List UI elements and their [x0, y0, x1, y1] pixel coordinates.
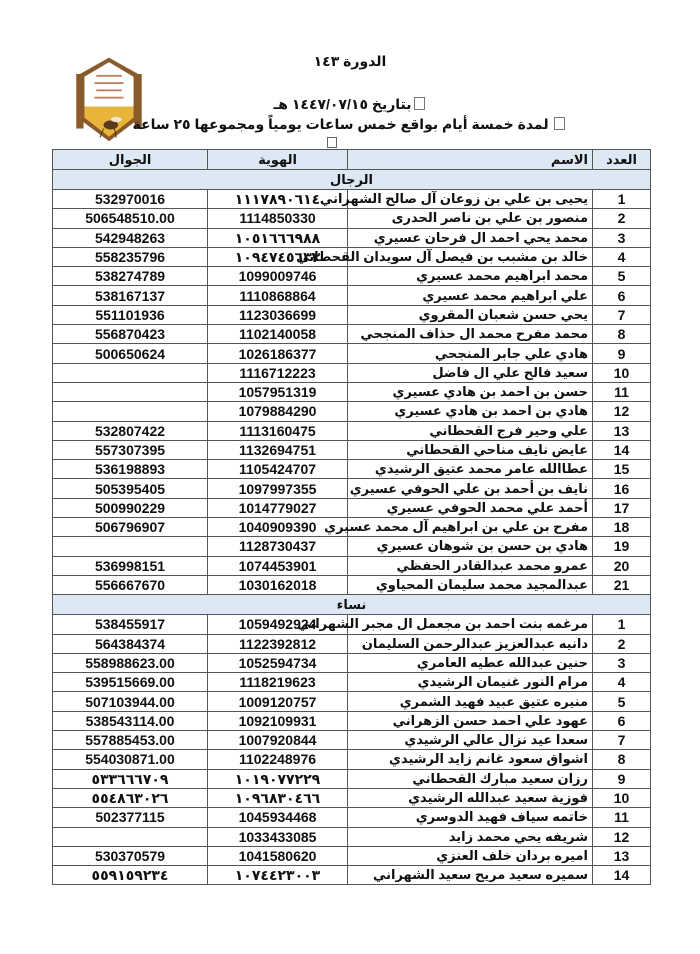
row-number: 9: [593, 769, 651, 788]
national-id: 1123036699: [208, 305, 348, 324]
column-header-number: العدد: [593, 150, 651, 170]
mobile-number: 500650624: [53, 344, 208, 363]
row-number: 3: [593, 228, 651, 247]
mobile-number: ٥٣٣٦٦٦٧٠٩: [53, 769, 208, 788]
table-row: [53, 402, 651, 421]
participant-name: حسن بن احمد بن هادي عسيري: [348, 382, 593, 401]
table-row: [53, 498, 651, 517]
mobile-number: 539515669.00: [53, 673, 208, 692]
mobile-number: 554030871.00: [53, 750, 208, 769]
mobile-number: 536198893: [53, 460, 208, 479]
table-row: [53, 575, 651, 594]
section-header-row: [53, 595, 651, 615]
participant-name: دانيه عبدالعزيز عبدالرحمن السليمان: [348, 634, 593, 653]
participant-name: اميره بردان خلف العنزي: [348, 846, 593, 865]
national-id: ١٠٩٦٨٣٠٤٦٦: [208, 788, 348, 807]
table-row: [53, 190, 651, 209]
table-row: [53, 711, 651, 730]
table-row: [53, 692, 651, 711]
row-number: 7: [593, 731, 651, 750]
table-body: [53, 170, 651, 885]
row-number: 19: [593, 537, 651, 556]
national-id: 1030162018: [208, 575, 348, 594]
mobile-number: 500990229: [53, 498, 208, 517]
table-row: [53, 615, 651, 634]
national-id: 1052594734: [208, 653, 348, 672]
mobile-number: 556870423: [53, 325, 208, 344]
row-number: 6: [593, 711, 651, 730]
participant-name: فوزية سعيد عبدالله الرشيدي: [348, 788, 593, 807]
mobile-number: 502377115: [53, 808, 208, 827]
table-row: [53, 788, 651, 807]
row-number: 11: [593, 382, 651, 401]
national-id: 1132694751: [208, 440, 348, 459]
column-header-id: الهوية: [208, 150, 348, 170]
row-number: 12: [593, 402, 651, 421]
mobile-number: 532970016: [53, 190, 208, 209]
participant-name: محمد مفرح محمد ال حذاف المنجحي: [348, 325, 593, 344]
national-id: 1045934468: [208, 808, 348, 827]
national-id: 1099009746: [208, 267, 348, 286]
table-row: [53, 209, 651, 228]
national-id: ١١١٧٨٩٠٦١٤: [208, 190, 348, 209]
row-number: 18: [593, 518, 651, 537]
national-id: 1118219623: [208, 673, 348, 692]
mobile-number: [53, 363, 208, 382]
national-id: 1102248976: [208, 750, 348, 769]
participant-name: هادي بن حسن بن شوهان عسيري: [348, 537, 593, 556]
table-row: [53, 228, 651, 247]
participant-name: حنين عبدالله عطيه العامري: [348, 653, 593, 672]
row-number: 2: [593, 209, 651, 228]
table-row: [53, 421, 651, 440]
mobile-number: [53, 382, 208, 401]
row-number: 21: [593, 575, 651, 594]
participant-name: محمد ابراهيم محمد عسيري: [348, 267, 593, 286]
table-row: [53, 731, 651, 750]
participant-name: عطاالله عامر محمد عتيق الرشيدي: [348, 460, 593, 479]
mobile-number: ٥٥٩١٥٩٢٣٤: [53, 866, 208, 885]
national-id: 1033433085: [208, 827, 348, 846]
mobile-number: 536998151: [53, 556, 208, 575]
row-number: 2: [593, 634, 651, 653]
table-row: [53, 460, 651, 479]
national-id: 1102140058: [208, 325, 348, 344]
participant-name: محمد يحي احمد ال فرحان عسيري: [348, 228, 593, 247]
mobile-number: 551101936: [53, 305, 208, 324]
mobile-number: 557885453.00: [53, 731, 208, 750]
row-number: 8: [593, 325, 651, 344]
table-row: [53, 305, 651, 324]
row-number: 10: [593, 363, 651, 382]
participant-name: يحي حسن شعبان المقروي: [348, 305, 593, 324]
table-row: [53, 363, 651, 382]
row-number: 4: [593, 247, 651, 266]
table-row: [53, 866, 651, 885]
table-row: [53, 518, 651, 537]
participant-name: عهود علي احمد حسن الزهراني: [348, 711, 593, 730]
table-row: [53, 750, 651, 769]
participant-name: خالد بن مشبب بن فيصل آل سويدان القحطاني: [348, 247, 593, 266]
mobile-number: ٥٥٤٨٦٣٠٢٦: [53, 788, 208, 807]
table-row: [53, 769, 651, 788]
participant-name: أحمد علي محمد الحوفي عسيري: [348, 498, 593, 517]
course-title: الدورة ١٤٣: [313, 53, 387, 69]
row-number: 11: [593, 808, 651, 827]
row-number: 17: [593, 498, 651, 517]
table-row: [53, 286, 651, 305]
table-row: [53, 634, 651, 653]
mobile-number: 558235796: [53, 247, 208, 266]
row-number: 5: [593, 267, 651, 286]
participant-name: منيره عتيق عبيد فهيد الشمري: [348, 692, 593, 711]
table-row: [53, 247, 651, 266]
participant-name: نايف بن أحمد بن علي الحوفي عسيري: [348, 479, 593, 498]
national-id: 1041580620: [208, 846, 348, 865]
mobile-number: 506548510.00: [53, 209, 208, 228]
national-id: 1026186377: [208, 344, 348, 363]
participant-name: هادي علي جابر المنجحي: [348, 344, 593, 363]
mobile-number: 542948263: [53, 228, 208, 247]
mobile-number: 507103944.00: [53, 692, 208, 711]
participant-name: عايض نايف مناحي القحطاني: [348, 440, 593, 459]
row-number: 4: [593, 673, 651, 692]
row-number: 1: [593, 615, 651, 634]
duration-text: لمدة خمسة أيام بواقع خمس ساعات يومياً ومجموعها ٢٥ ساعة: [132, 116, 549, 132]
table-row: [53, 556, 651, 575]
table-row: [53, 479, 651, 498]
row-number: 5: [593, 692, 651, 711]
section-title: الرجال: [53, 170, 651, 190]
date-line: [0, 95, 700, 113]
national-id: 1040909390: [208, 518, 348, 537]
mobile-number: [53, 537, 208, 556]
national-id: 1110868864: [208, 286, 348, 305]
table-row: [53, 846, 651, 865]
national-id: 1113160475: [208, 421, 348, 440]
row-number: 20: [593, 556, 651, 575]
mobile-number: 558988623.00: [53, 653, 208, 672]
row-number: 13: [593, 846, 651, 865]
table-row: [53, 827, 651, 846]
national-id: 1114850330: [208, 209, 348, 228]
mobile-number: [53, 402, 208, 421]
row-number: 15: [593, 460, 651, 479]
table-row: [53, 382, 651, 401]
duration-line: [0, 115, 700, 133]
column-header-name: الاسم: [348, 150, 593, 170]
participant-name: علي وحير فرج القحطاني: [348, 421, 593, 440]
table-row: [53, 267, 651, 286]
participant-name: شريفه يحي محمد زايد: [348, 827, 593, 846]
national-id: 1097997355: [208, 479, 348, 498]
mobile-number: 538167137: [53, 286, 208, 305]
participant-name: مرام النور غنيمان الرشيدي: [348, 673, 593, 692]
national-id: ١٠٧٤٤٢٣٠٠٣: [208, 866, 348, 885]
mobile-number: 538455917: [53, 615, 208, 634]
mobile-number: 557307395: [53, 440, 208, 459]
mobile-number: [53, 827, 208, 846]
table-row: [53, 808, 651, 827]
participant-name: رزان سعيد مبارك القحطاني: [348, 769, 593, 788]
mobile-number: 505395405: [53, 479, 208, 498]
national-id: 1079884290: [208, 402, 348, 421]
date-text: بتاريخ ١٤٤٧/٠٧/١٥ هـ: [273, 96, 412, 112]
table-row: [53, 440, 651, 459]
participant-name: عمرو محمد عبدالقادر الحفظي: [348, 556, 593, 575]
table-row: [53, 653, 651, 672]
mobile-number: 538543114.00: [53, 711, 208, 730]
mobile-number: 506796907: [53, 518, 208, 537]
national-id: ١٠٥١٦٦٦٩٨٨: [208, 228, 348, 247]
national-id: 1057951319: [208, 382, 348, 401]
participant-name: مرغمه بنت احمد بن مجعمل ال مجبر الشهراني: [348, 615, 593, 634]
participant-name: مفرح بن علي بن ابراهيم آل محمد عسيري: [348, 518, 593, 537]
row-number: 14: [593, 866, 651, 885]
checkbox-placeholder-icon: [554, 117, 565, 130]
row-number: 10: [593, 788, 651, 807]
national-id: 1105424707: [208, 460, 348, 479]
participant-name: خاتمه سياف فهيد الدوسري: [348, 808, 593, 827]
table-row: [53, 325, 651, 344]
participant-name: عبدالمجيد محمد سليمان المحياوي: [348, 575, 593, 594]
row-number: 16: [593, 479, 651, 498]
participant-name: هادي بن احمد بن هادي عسيري: [348, 402, 593, 421]
mobile-number: 532807422: [53, 421, 208, 440]
row-number: 1: [593, 190, 651, 209]
national-id: 1014779027: [208, 498, 348, 517]
row-number: 9: [593, 344, 651, 363]
national-id: 1074453901: [208, 556, 348, 575]
participant-name: علي ابراهيم محمد عسيري: [348, 286, 593, 305]
participant-name: سعدا عيد نزال عالي الرشيدي: [348, 731, 593, 750]
row-number: 3: [593, 653, 651, 672]
mobile-number: 556667670: [53, 575, 208, 594]
row-number: 6: [593, 286, 651, 305]
national-id: 1128730437: [208, 537, 348, 556]
section-title: نساء: [53, 595, 651, 615]
table-row: [53, 537, 651, 556]
row-number: 7: [593, 305, 651, 324]
section-header-row: [53, 170, 651, 190]
participant-name: اشواق سعود غانم زايد الرشيدي: [348, 750, 593, 769]
row-number: 12: [593, 827, 651, 846]
mobile-number: 538274789: [53, 267, 208, 286]
row-number: 13: [593, 421, 651, 440]
national-id: ١٠٩٤٧٤٥٦٣٣: [208, 247, 348, 266]
national-id: 1092109931: [208, 711, 348, 730]
participant-name: منصور بن علي بن ناصر الحدرى: [348, 209, 593, 228]
national-id: 1122392812: [208, 634, 348, 653]
national-id: ١٠١٩٠٧٧٢٢٩: [208, 769, 348, 788]
checkbox-placeholder-icon: [327, 137, 337, 148]
participants-table: [52, 149, 651, 885]
participant-name: سميره سعيد مريح سعيد الشهراني: [348, 866, 593, 885]
national-id: 1007920844: [208, 731, 348, 750]
row-number: 8: [593, 750, 651, 769]
table-row: [53, 673, 651, 692]
participant-name: يحيى بن علي بن زوعان آل صالح الشهراني: [348, 190, 593, 209]
checkbox-placeholder-icon: [414, 97, 425, 110]
mobile-number: 564384374: [53, 634, 208, 653]
mobile-number: 530370579: [53, 846, 208, 865]
national-id: 1059492924: [208, 615, 348, 634]
participant-name: سعيد فالح علي ال فاضل: [348, 363, 593, 382]
table-row: [53, 344, 651, 363]
table-header-row: [53, 150, 651, 170]
national-id: 1009120757: [208, 692, 348, 711]
column-header-mobile: الجوال: [53, 150, 208, 170]
national-id: 1116712223: [208, 363, 348, 382]
row-number: 14: [593, 440, 651, 459]
